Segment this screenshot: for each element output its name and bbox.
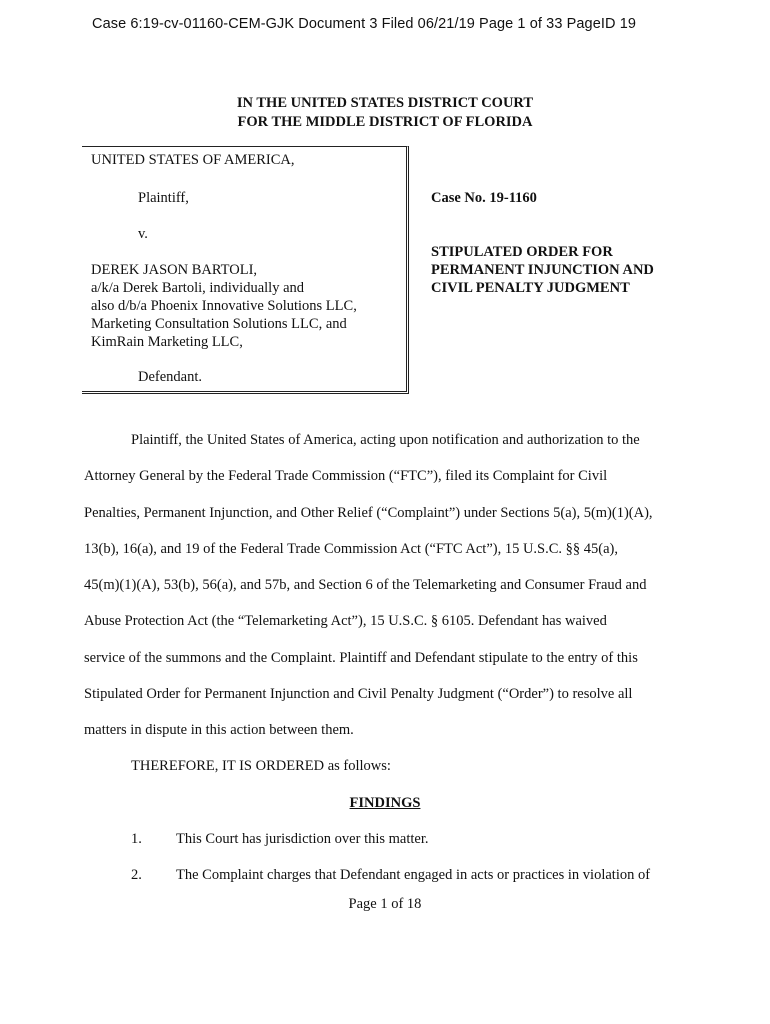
body-text-line: matters in dispute in this action between them.	[84, 722, 354, 738]
page-number-footer: Page 1 of 18	[348, 896, 422, 912]
filing-header: Case 6:19-cv-01160-CEM-GJK Document 3 Filed 06/21/19 Page 1 of 33 PageID 19	[92, 16, 637, 32]
court-line-2: FOR THE MIDDLE DISTRICT OF FLORIDA	[237, 114, 533, 130]
body-text-line: 13(b), 16(a), and 19 of the Federal Trade Commission Act (“FTC Act”), 15 U.S.C. §§ 45(a),	[84, 541, 619, 557]
defendant-role: Defendant.	[138, 369, 203, 385]
finding-text: The Complaint charges that Defendant engaged in acts or practices in violation of	[176, 867, 651, 883]
defendant-line: also d/b/a Phoenix Innovative Solutions LLC,	[91, 298, 357, 314]
findings-heading: FINDINGS	[349, 795, 421, 811]
court-name	[0, 94, 770, 132]
body-text-line: Attorney General by the Federal Trade Commission (“FTC”), filed its Complaint for Civil	[84, 468, 608, 484]
body-text-line: Plaintiff, the United States of America, acting upon notification and authorization to the	[131, 432, 640, 448]
finding-number: 2.	[131, 867, 142, 883]
document-title-line: STIPULATED ORDER FOR	[431, 244, 613, 260]
plaintiff-role: Plaintiff,	[138, 190, 189, 206]
body-text-line: Stipulated Order for Permanent Injunction and Civil Penalty Judgment (“Order”) to resolve all	[84, 686, 633, 702]
plaintiff-name: UNITED STATES OF AMERICA,	[91, 152, 295, 168]
defendant-line: KimRain Marketing LLC,	[91, 334, 243, 350]
body-text-line: Penalties, Permanent Injunction, and Other Relief (“Complaint”) under Sections 5(a), 5(m)(1)(A),	[84, 505, 653, 521]
defendant-line: Marketing Consultation Solutions LLC, and	[91, 316, 347, 332]
body-text-line: Abuse Protection Act (the “Telemarketing Act”), 15 U.S.C. § 6105. Defendant has waived	[84, 613, 607, 629]
case-number: Case No. 19-1160	[431, 190, 537, 206]
finding-text: This Court has jurisdiction over this matter.	[176, 831, 429, 847]
defendant-line: DEREK JASON BARTOLI,	[91, 262, 258, 278]
therefore-clause: THEREFORE, IT IS ORDERED as follows:	[131, 758, 391, 774]
body-text-line: 45(m)(1)(A), 53(b), 56(a), and 57b, and Section 6 of the Telemarketing and Consumer Fraud and	[84, 577, 647, 593]
body-text-line: service of the summons and the Complaint. Plaintiff and Defendant stipulate to the entry of this	[84, 650, 638, 666]
versus: v.	[138, 226, 148, 242]
defendant-line: a/k/a Derek Bartoli, individually and	[91, 280, 305, 296]
document-title-line: PERMANENT INJUNCTION AND	[431, 262, 654, 278]
finding-number: 1.	[131, 831, 142, 847]
court-line-1: IN THE UNITED STATES DISTRICT COURT	[236, 95, 534, 111]
document-title-line: CIVIL PENALTY JUDGMENT	[431, 280, 630, 296]
